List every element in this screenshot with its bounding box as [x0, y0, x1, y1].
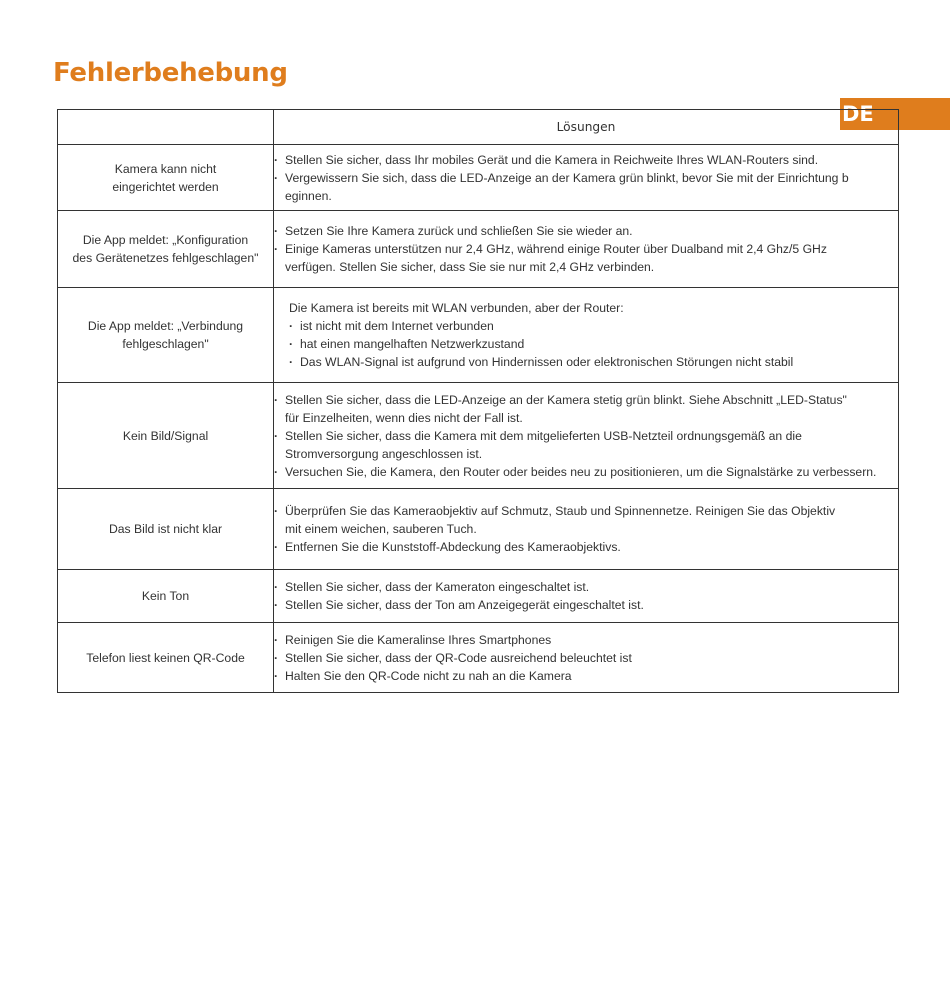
- page-title: Fehlerbehebung: [53, 58, 288, 88]
- solution-item: · Reinigen Sie die Kameralinse Ihres Smartphones: [274, 631, 898, 649]
- problem-text: Kein Ton: [141, 589, 190, 603]
- solution-list: [274, 631, 898, 685]
- solution-list: [274, 502, 898, 556]
- problem-text: Das Bild ist nicht klar: [108, 522, 223, 536]
- problem-cell: [58, 211, 274, 288]
- problem-cell: [58, 570, 274, 623]
- solution-cell: [274, 145, 899, 211]
- problem-text: Telefon liest keinen QR-Code: [86, 650, 245, 665]
- solution-item: · Entfernen Sie die Kunststoff-Abdeckung des Kameraobjektivs.: [274, 538, 898, 556]
- problem-text: Die App meldet: „Verbindung fehlgeschlagen": [87, 319, 244, 351]
- problem-column-header: [58, 110, 274, 145]
- solution-item: · Einige Kameras unterstützen nur 2,4 GHz, während einige Router über Dualband mit 2,4 Ghz/5 GHz verfügen. Stellen Sie sicher, dass Sie sie nur mit 2,4 GHz verbinden.: [274, 240, 898, 276]
- solution-cell: [274, 570, 899, 623]
- table-row: [58, 145, 899, 211]
- table-row: [58, 383, 899, 489]
- solution-item: · Stellen Sie sicher, dass die LED-Anzeige an der Kamera stetig grün blinkt. Siehe Abschnitt „LED-Status" für Einzelheiten, wenn dies nicht der Fall ist.: [274, 391, 898, 427]
- table-row: [58, 489, 899, 570]
- solution-cell: [274, 211, 899, 288]
- table-row: [58, 288, 899, 383]
- solution-list: [274, 222, 898, 276]
- solution-item: · Stellen Sie sicher, dass die Kamera mit dem mitgelieferten USB-Netzteil ordnungsgemäß an die Stromversorgung angeschlossen ist.: [274, 427, 898, 463]
- solution-item: · Vergewissern Sie sich, dass die LED-Anzeige an der Kamera grün blinkt, bevor Sie mit der Einrichtung b eginnen.: [274, 169, 898, 205]
- problem-cell: [58, 489, 274, 570]
- solution-item: · hat einen mangelhaften Netzwerkzustand: [289, 335, 898, 353]
- troubleshooting-table: [57, 109, 899, 693]
- solution-item: · Setzen Sie Ihre Kamera zurück und schließen Sie sie wieder an.: [274, 222, 898, 240]
- problem-text: Die App meldet: „Konfiguration des Gerätenetzes fehlgeschlagen": [72, 233, 259, 265]
- solution-list: [274, 391, 898, 481]
- table-row: [58, 211, 899, 288]
- problem-cell: [58, 383, 274, 489]
- solution-cell: [274, 489, 899, 570]
- solution-list: [274, 151, 898, 205]
- solution-item: · Versuchen Sie, die Kamera, den Router oder beides neu zu positionieren, um die Signalstärke zu verbessern.: [274, 463, 898, 481]
- solution-cell: [274, 288, 899, 383]
- solution-item: · Stellen Sie sicher, dass der Kameraton eingeschaltet ist.: [274, 578, 898, 596]
- solution-item: · Stellen Sie sicher, dass Ihr mobiles Gerät und die Kamera in Reichweite Ihres WLAN-Routers sind.: [274, 151, 898, 169]
- problem-cell: [58, 288, 274, 383]
- solution-intro: Die Kamera ist bereits mit WLAN verbunden, aber der Router:: [289, 301, 624, 315]
- solution-list: [289, 317, 898, 371]
- table-row: [58, 623, 899, 693]
- solution-item: · Halten Sie den QR-Code nicht zu nah an die Kamera: [274, 667, 898, 685]
- problem-cell: [58, 623, 274, 693]
- solution-cell: [274, 383, 899, 489]
- problem-text: Kamera kann nicht eingerichtet werden: [112, 161, 219, 194]
- solution-list: [274, 578, 898, 614]
- problem-text: Kein Bild/Signal: [122, 428, 209, 443]
- table-row: [58, 570, 899, 623]
- solution-item: · ist nicht mit dem Internet verbunden: [289, 317, 898, 335]
- solution-cell: [274, 623, 899, 693]
- table-header-row: [58, 110, 899, 145]
- solutions-column-header: Lösungen: [274, 110, 899, 145]
- solution-item: · Überprüfen Sie das Kameraobjektiv auf Schmutz, Staub und Spinnennetze. Reinigen Sie das Objektiv mit einem weichen, sauberen Tuch.: [274, 502, 898, 538]
- solution-item: · Das WLAN-Signal ist aufgrund von Hindernissen oder elektronischen Störungen nicht stabil: [289, 353, 898, 371]
- language-tab: DE: [840, 98, 950, 130]
- problem-cell: [58, 145, 274, 211]
- solution-item: · Stellen Sie sicher, dass der Ton am Anzeigegerät eingeschaltet ist.: [274, 596, 898, 614]
- solution-item: · Stellen Sie sicher, dass der QR-Code ausreichend beleuchtet ist: [274, 649, 898, 667]
